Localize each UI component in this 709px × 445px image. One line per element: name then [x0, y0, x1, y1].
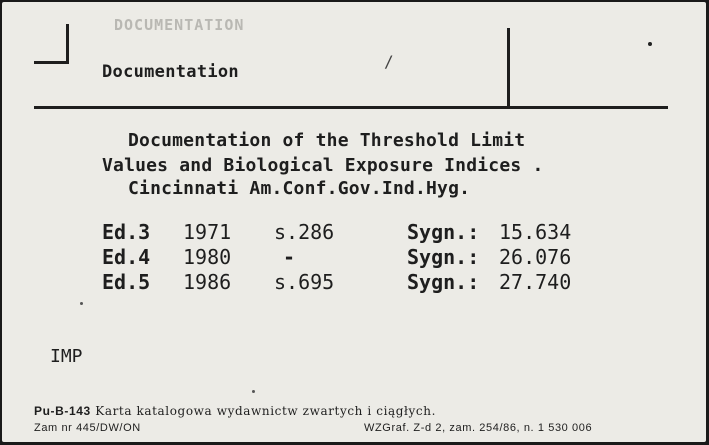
edition-year: 1980 [183, 245, 232, 269]
title-line-3: Cincinnati Am.Conf.Gov.Ind.Hyg. [128, 178, 471, 199]
ink-speck [80, 302, 83, 305]
signature-label: Sygn.: [407, 245, 480, 269]
pen-mark: / [384, 52, 394, 71]
location-code: IMP [50, 346, 83, 367]
ink-speck [252, 390, 255, 393]
signature-number: 26.076 [499, 245, 572, 269]
form-code: Pu-B-143 [34, 404, 91, 418]
header-vertical-rule [507, 28, 510, 108]
ink-dot [648, 42, 652, 46]
edition-pages: s.695 [274, 270, 335, 294]
edition-pages: s.286 [274, 220, 335, 244]
edition-pages: - [283, 245, 296, 269]
title-line-1: Documentation of the Threshold Limit [128, 130, 526, 151]
edition-number: Ed.5 [102, 270, 151, 294]
form-title: Karta katalogowa wydawnictw zwartych i ciągłych. [95, 404, 436, 418]
corner-mark-horizontal [34, 61, 69, 64]
catalog-card [2, 2, 706, 442]
signature-label: Sygn.: [407, 220, 480, 244]
header-horizontal-rule [34, 106, 668, 109]
form-caption [34, 404, 436, 418]
faded-stamp-text: DOCUMENTATION [114, 16, 245, 34]
title-line-2: Values and Biological Exposure Indices . [102, 155, 544, 176]
card-heading: Documentation [102, 62, 239, 82]
edition-number: Ed.4 [102, 245, 151, 269]
signature-number: 27.740 [499, 270, 572, 294]
edition-year: 1971 [183, 220, 232, 244]
signature-number: 15.634 [499, 220, 572, 244]
order-number: Zam nr 445/DW/ON [34, 422, 141, 434]
signature-label: Sygn.: [407, 270, 480, 294]
printer-info: WZGraf. Z-d 2, zam. 254/86, n. 1 530 006 [364, 422, 593, 434]
edition-number: Ed.3 [102, 220, 151, 244]
corner-mark-vertical [66, 24, 69, 64]
edition-year: 1986 [183, 270, 232, 294]
